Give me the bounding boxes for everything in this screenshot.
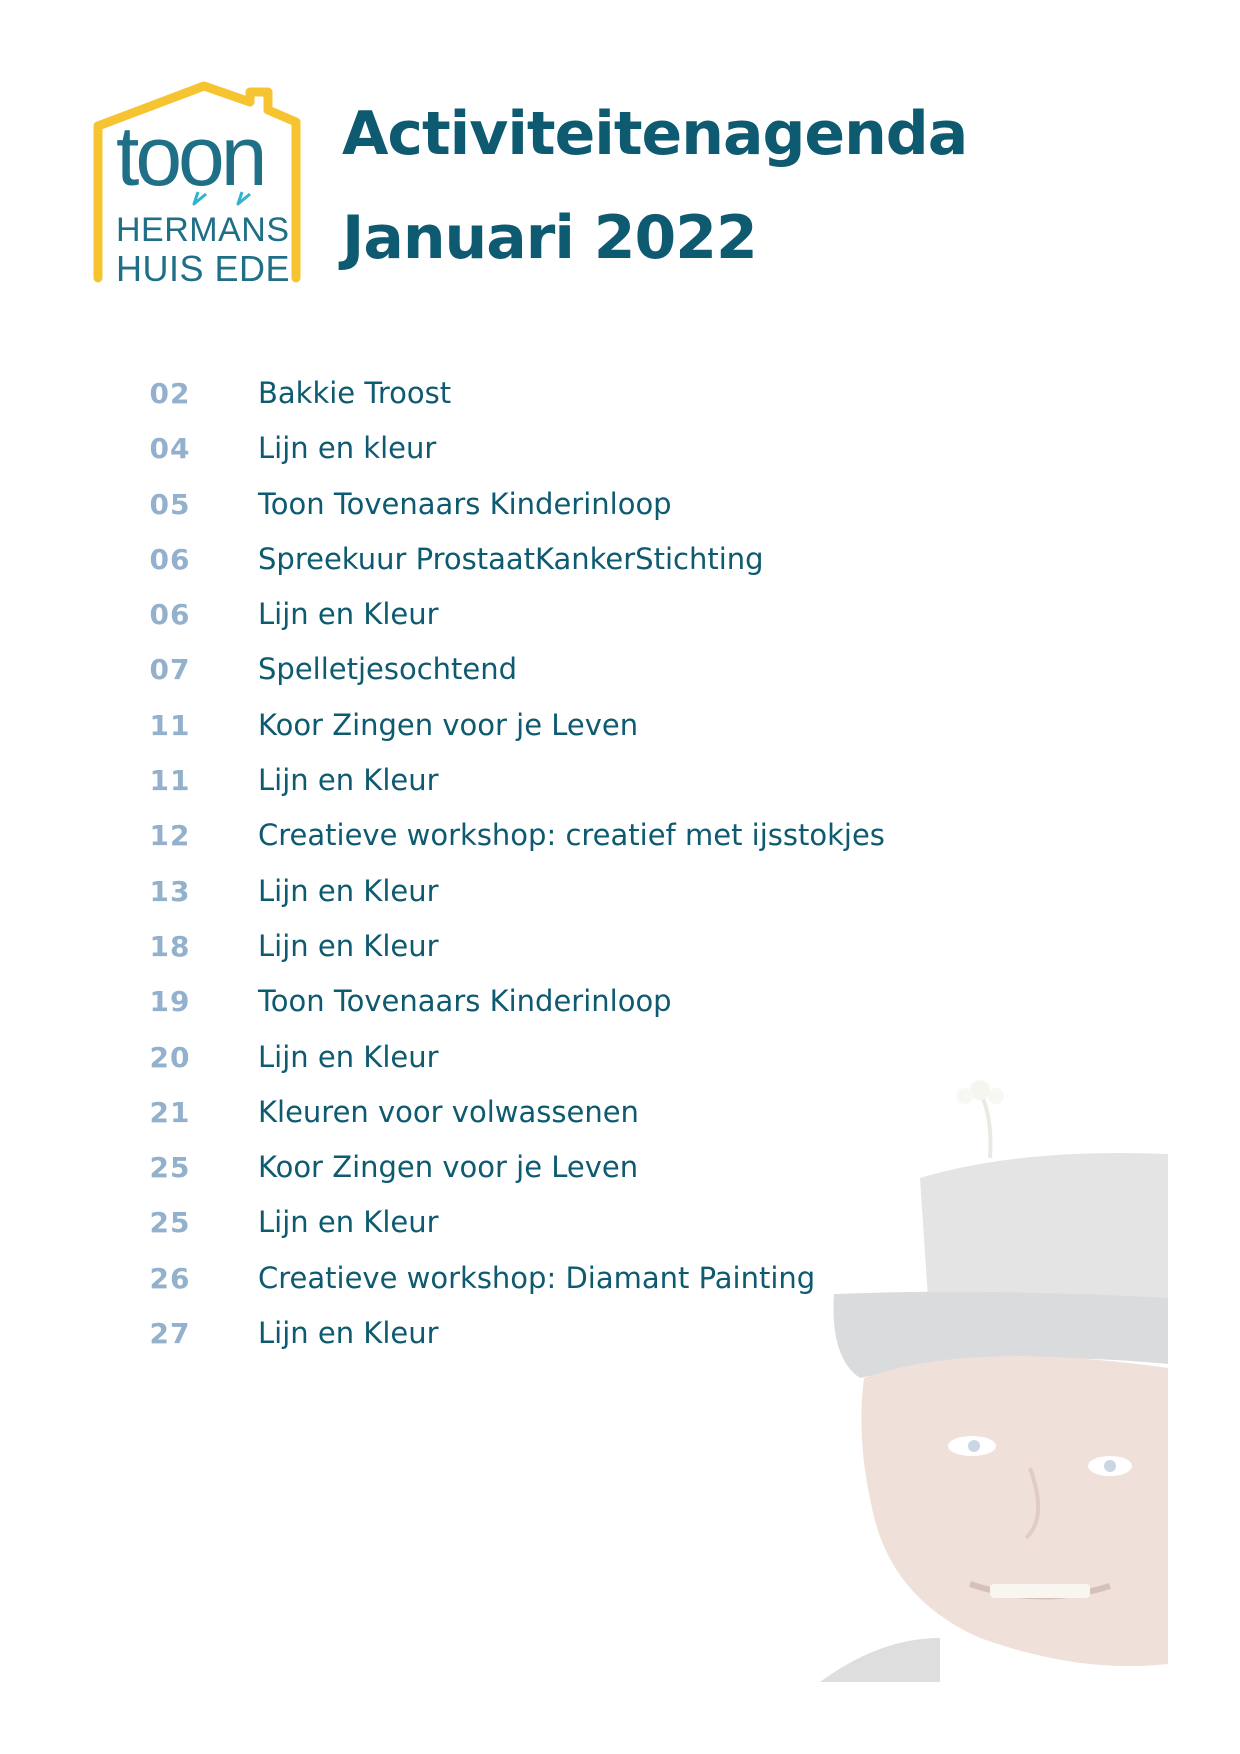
agenda-row [0,1030,1240,1085]
agenda-day: 06 [149,598,191,632]
agenda-day: 11 [149,764,191,798]
agenda-activity: Bakkie Troost [258,376,452,410]
logo-word: toon [116,109,264,203]
agenda-row [0,974,1240,1029]
agenda-activity: Lijn en Kleur [258,1316,439,1351]
agenda-activity: Creatieve workshop: Diamant Painting [258,1260,816,1295]
agenda-row [0,366,1240,421]
agenda-activity: Lijn en Kleur [258,928,439,963]
logo [92,80,312,290]
agenda-day: 18 [149,929,191,963]
agenda-activity: Spelletjesochtend [258,652,518,687]
agenda-activity: Spreekuur ProstaatKankerStichting [258,541,764,576]
agenda-activity: Toon Tovenaars Kinderinloop [258,486,672,521]
agenda-day: 19 [149,985,191,1019]
agenda-activity: Lijn en Kleur [258,1039,439,1074]
agenda-row [0,919,1240,974]
page-title: Activiteitenagenda [342,99,968,169]
agenda-day: 04 [149,432,191,466]
agenda-day: 13 [149,874,191,908]
agenda-activity: Koor Zingen voor je Leven [258,1150,639,1185]
agenda-row [0,587,1240,642]
agenda-activity: Lijn en kleur [258,431,437,466]
agenda-row [0,642,1240,697]
agenda-activity: Koor Zingen voor je Leven [258,707,639,742]
agenda-day: 12 [149,819,191,853]
agenda-day: 21 [149,1095,191,1129]
agenda-activity: Lijn en Kleur [258,763,439,798]
agenda-day: 05 [149,487,191,521]
agenda-day: 20 [149,1040,191,1074]
agenda-row [0,532,1240,587]
logo-line-huis-ede: HUIS EDE [116,248,291,289]
mascot-illustration-icon [820,1078,1168,1682]
agenda-row [0,864,1240,919]
agenda-activity: Creatieve workshop: creatief met ijsstokjes [258,818,885,853]
agenda-row [0,421,1240,476]
agenda-activity: Kleuren voor volwassenen [258,1094,639,1129]
agenda-day: 06 [149,542,191,576]
agenda-activity: Lijn en Kleur [258,597,439,632]
agenda-day: 25 [149,1206,191,1240]
agenda-day: 27 [149,1317,191,1351]
agenda-row [0,808,1240,863]
agenda-row [0,477,1240,532]
agenda-day: 26 [149,1261,191,1295]
page-subtitle: Januari 2022 [342,203,757,273]
agenda-day: 07 [149,653,191,687]
agenda-day: 02 [149,377,191,410]
agenda-activity: Lijn en Kleur [258,1205,439,1240]
agenda-activity: Lijn en Kleur [258,873,439,908]
agenda-row [0,698,1240,753]
logo-line-hermans: HERMANS [116,211,290,249]
agenda-row [0,753,1240,808]
agenda-day: 25 [149,1151,191,1185]
agenda-activity: Toon Tovenaars Kinderinloop [258,984,672,1019]
agenda-day: 11 [149,708,191,742]
